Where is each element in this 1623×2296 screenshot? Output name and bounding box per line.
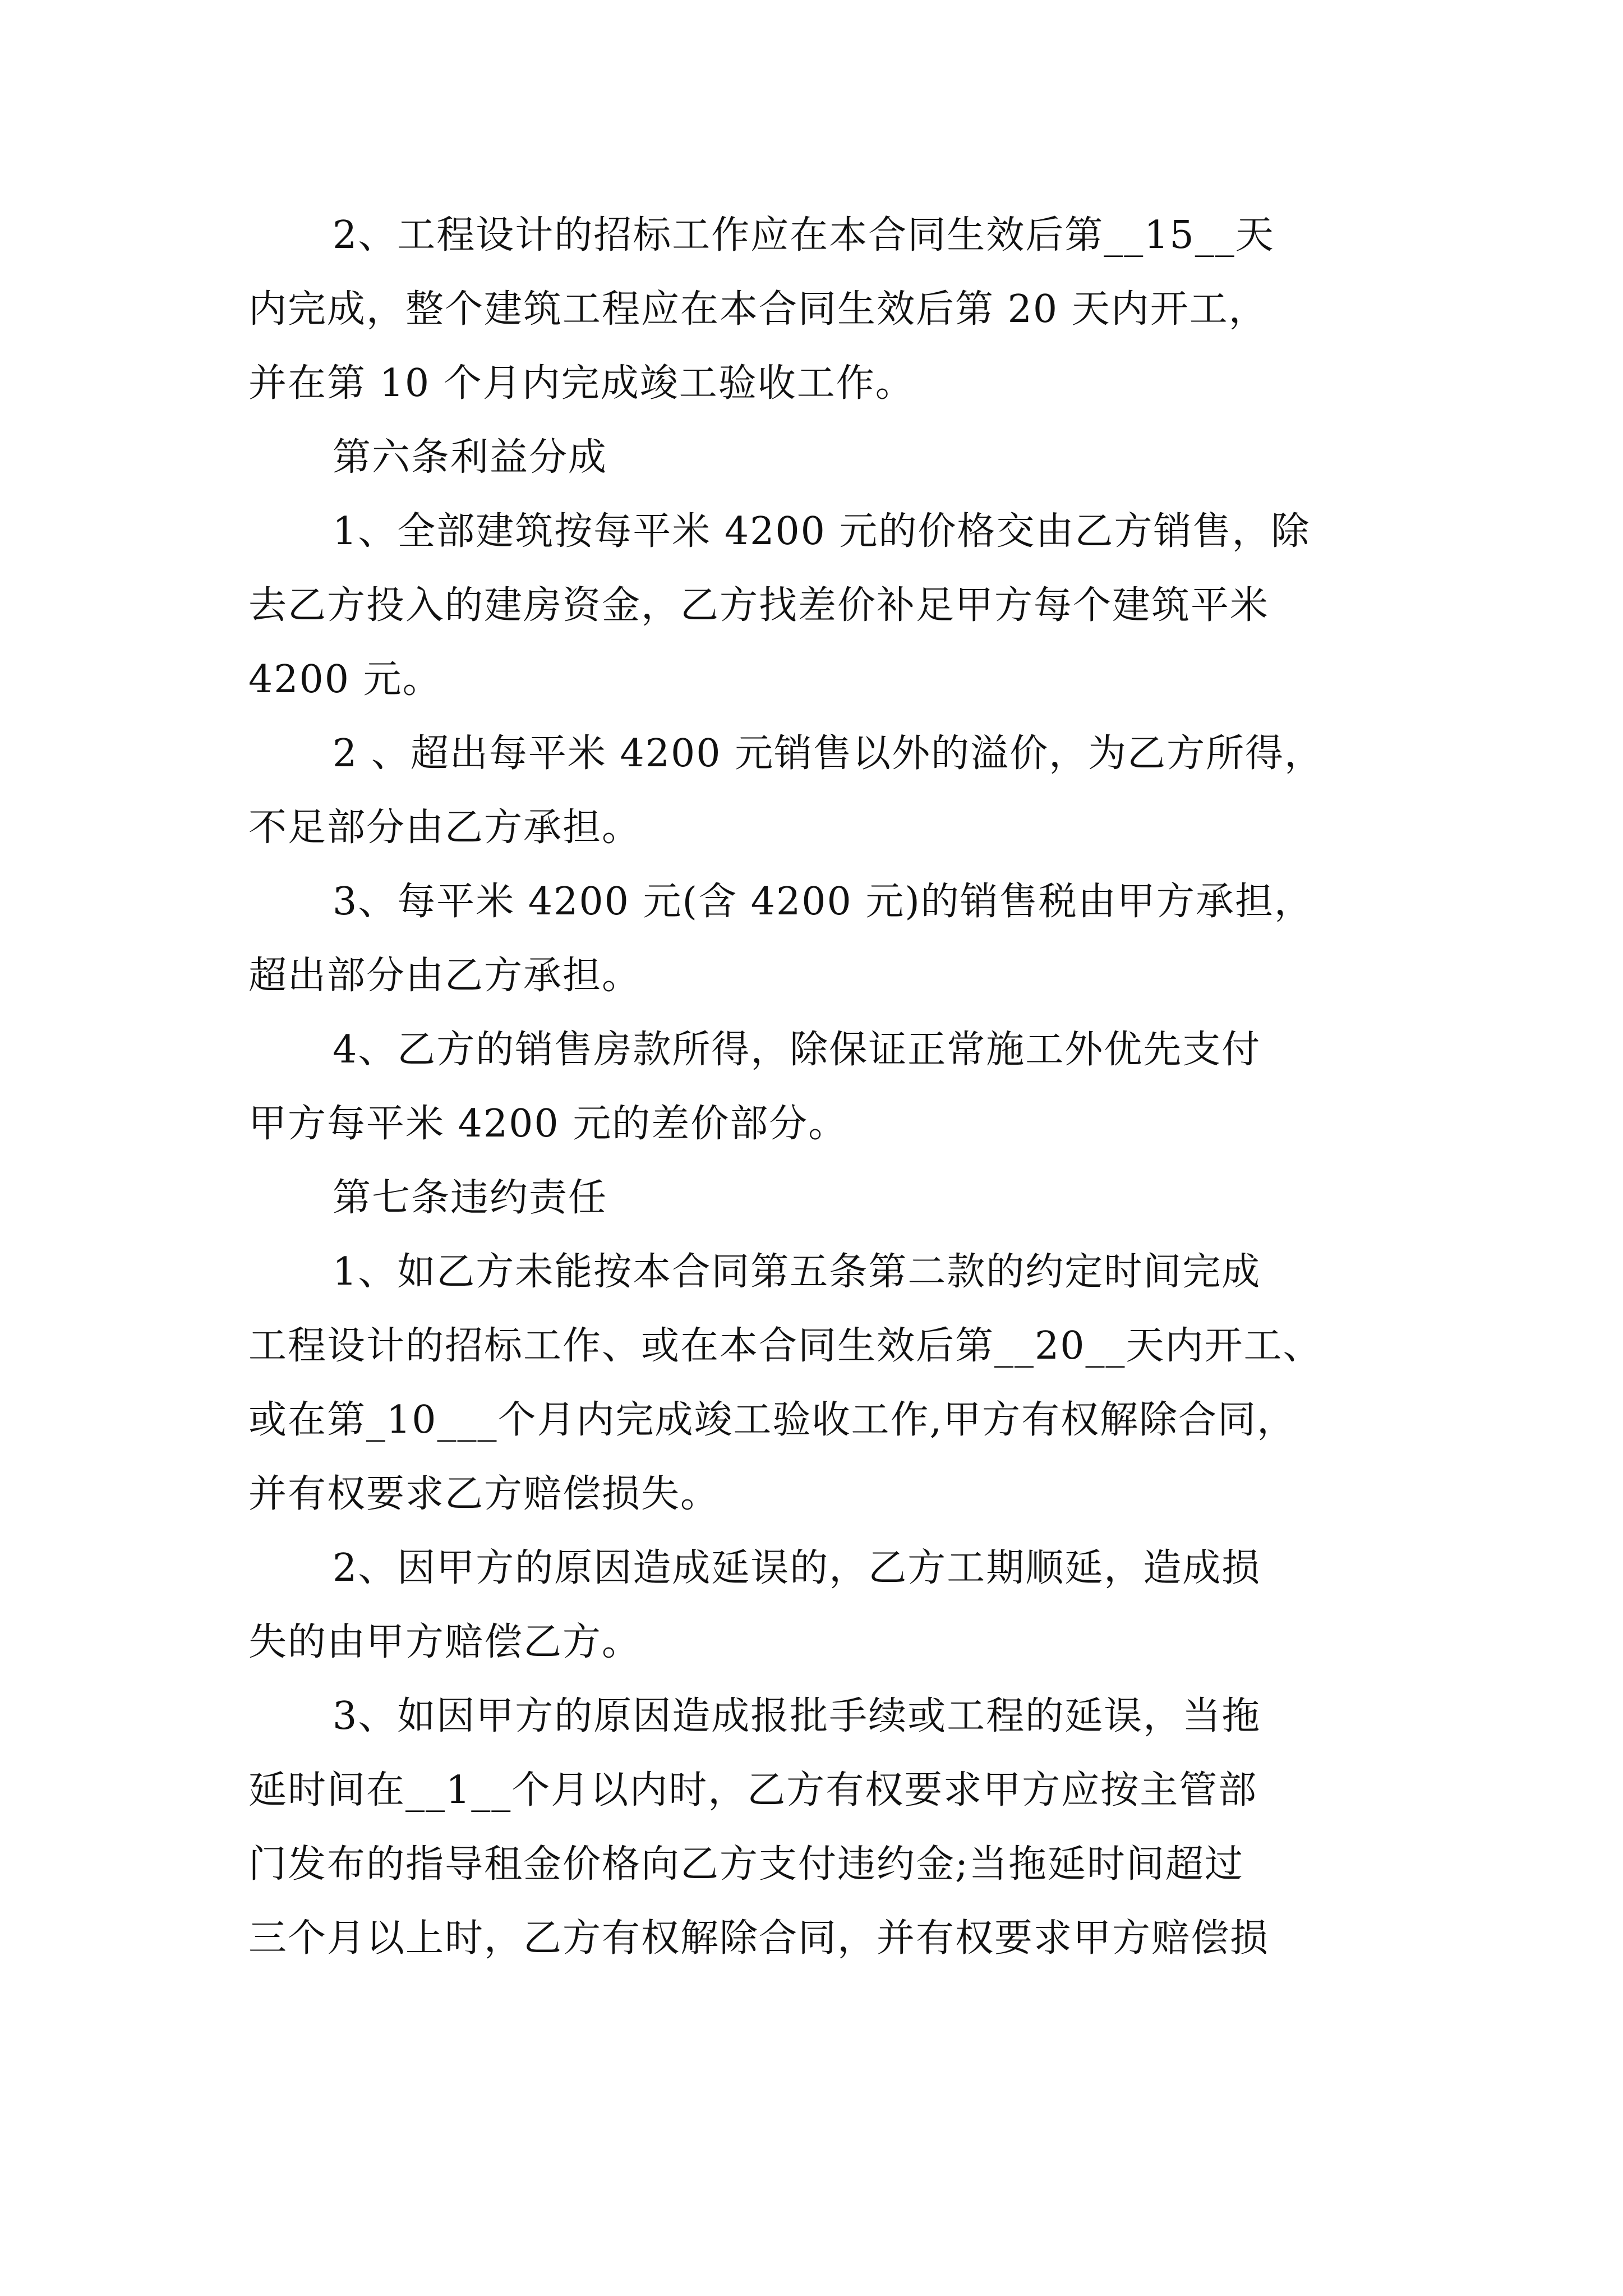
text-line: 1、如乙方未能按本合同第五条第二款的约定时间完成 bbox=[333, 1250, 1261, 1294]
text-line: 并在第 10 个月内完成竣工验收工作。 bbox=[248, 361, 915, 406]
text-line: 失的由甲方赔偿乙方。 bbox=[248, 1620, 642, 1664]
text-line: 不足部分由乙方承担。 bbox=[248, 806, 642, 850]
text-line: 门发布的指导租金价格向乙方支付违约金;当拖延时间超过 bbox=[248, 1842, 1244, 1887]
text-line: 1、全部建筑按每平米 4200 元的价格交由乙方销售，除 bbox=[333, 509, 1311, 554]
text-line: 3、如因甲方的原因造成报批手续或工程的延误，当拖 bbox=[333, 1694, 1261, 1738]
text-line: 延时间在__1__个月以内时，乙方有权要求甲方应按主管部 bbox=[248, 1768, 1258, 1812]
text-line: 2、工程设计的招标工作应在本合同生效后第__15__天 bbox=[333, 213, 1275, 257]
text-line: 2、因甲方的原因造成延误的，乙方工期顺延，造成损 bbox=[333, 1546, 1261, 1590]
text-line: 4200 元。 bbox=[248, 657, 442, 702]
text-line: 3、每平米 4200 元(含 4200 元)的销售税由甲方承担， bbox=[333, 880, 1313, 924]
text-line: 4、乙方的销售房款所得，除保证正常施工外优先支付 bbox=[333, 1028, 1261, 1072]
text-line: 三个月以上时，乙方有权解除合同，并有权要求甲方赔偿损 bbox=[248, 1916, 1270, 1961]
text-line: 2 、超出每平米 4200 元销售以外的溢价，为乙方所得， bbox=[333, 731, 1324, 776]
text-line: 或在第_10___个月内完成竣工验收工作,甲方有权解除合同， bbox=[248, 1398, 1297, 1442]
text-line: 去乙方投入的建房资金，乙方找差价补足甲方每个建筑平米 bbox=[248, 583, 1270, 628]
section-heading: 第七条违约责任 bbox=[333, 1176, 608, 1220]
text-line: 甲方每平米 4200 元的差价部分。 bbox=[248, 1102, 848, 1146]
section-heading: 第六条利益分成 bbox=[333, 435, 608, 480]
text-line: 并有权要求乙方赔偿损失。 bbox=[248, 1472, 720, 1516]
text-line: 工程设计的招标工作、或在本合同生效后第__20__天内开工、 bbox=[248, 1324, 1322, 1368]
text-line: 内完成，整个建筑工程应在本合同生效后第 20 天内开工， bbox=[248, 287, 1268, 332]
text-line: 超出部分由乙方承担。 bbox=[248, 954, 642, 998]
